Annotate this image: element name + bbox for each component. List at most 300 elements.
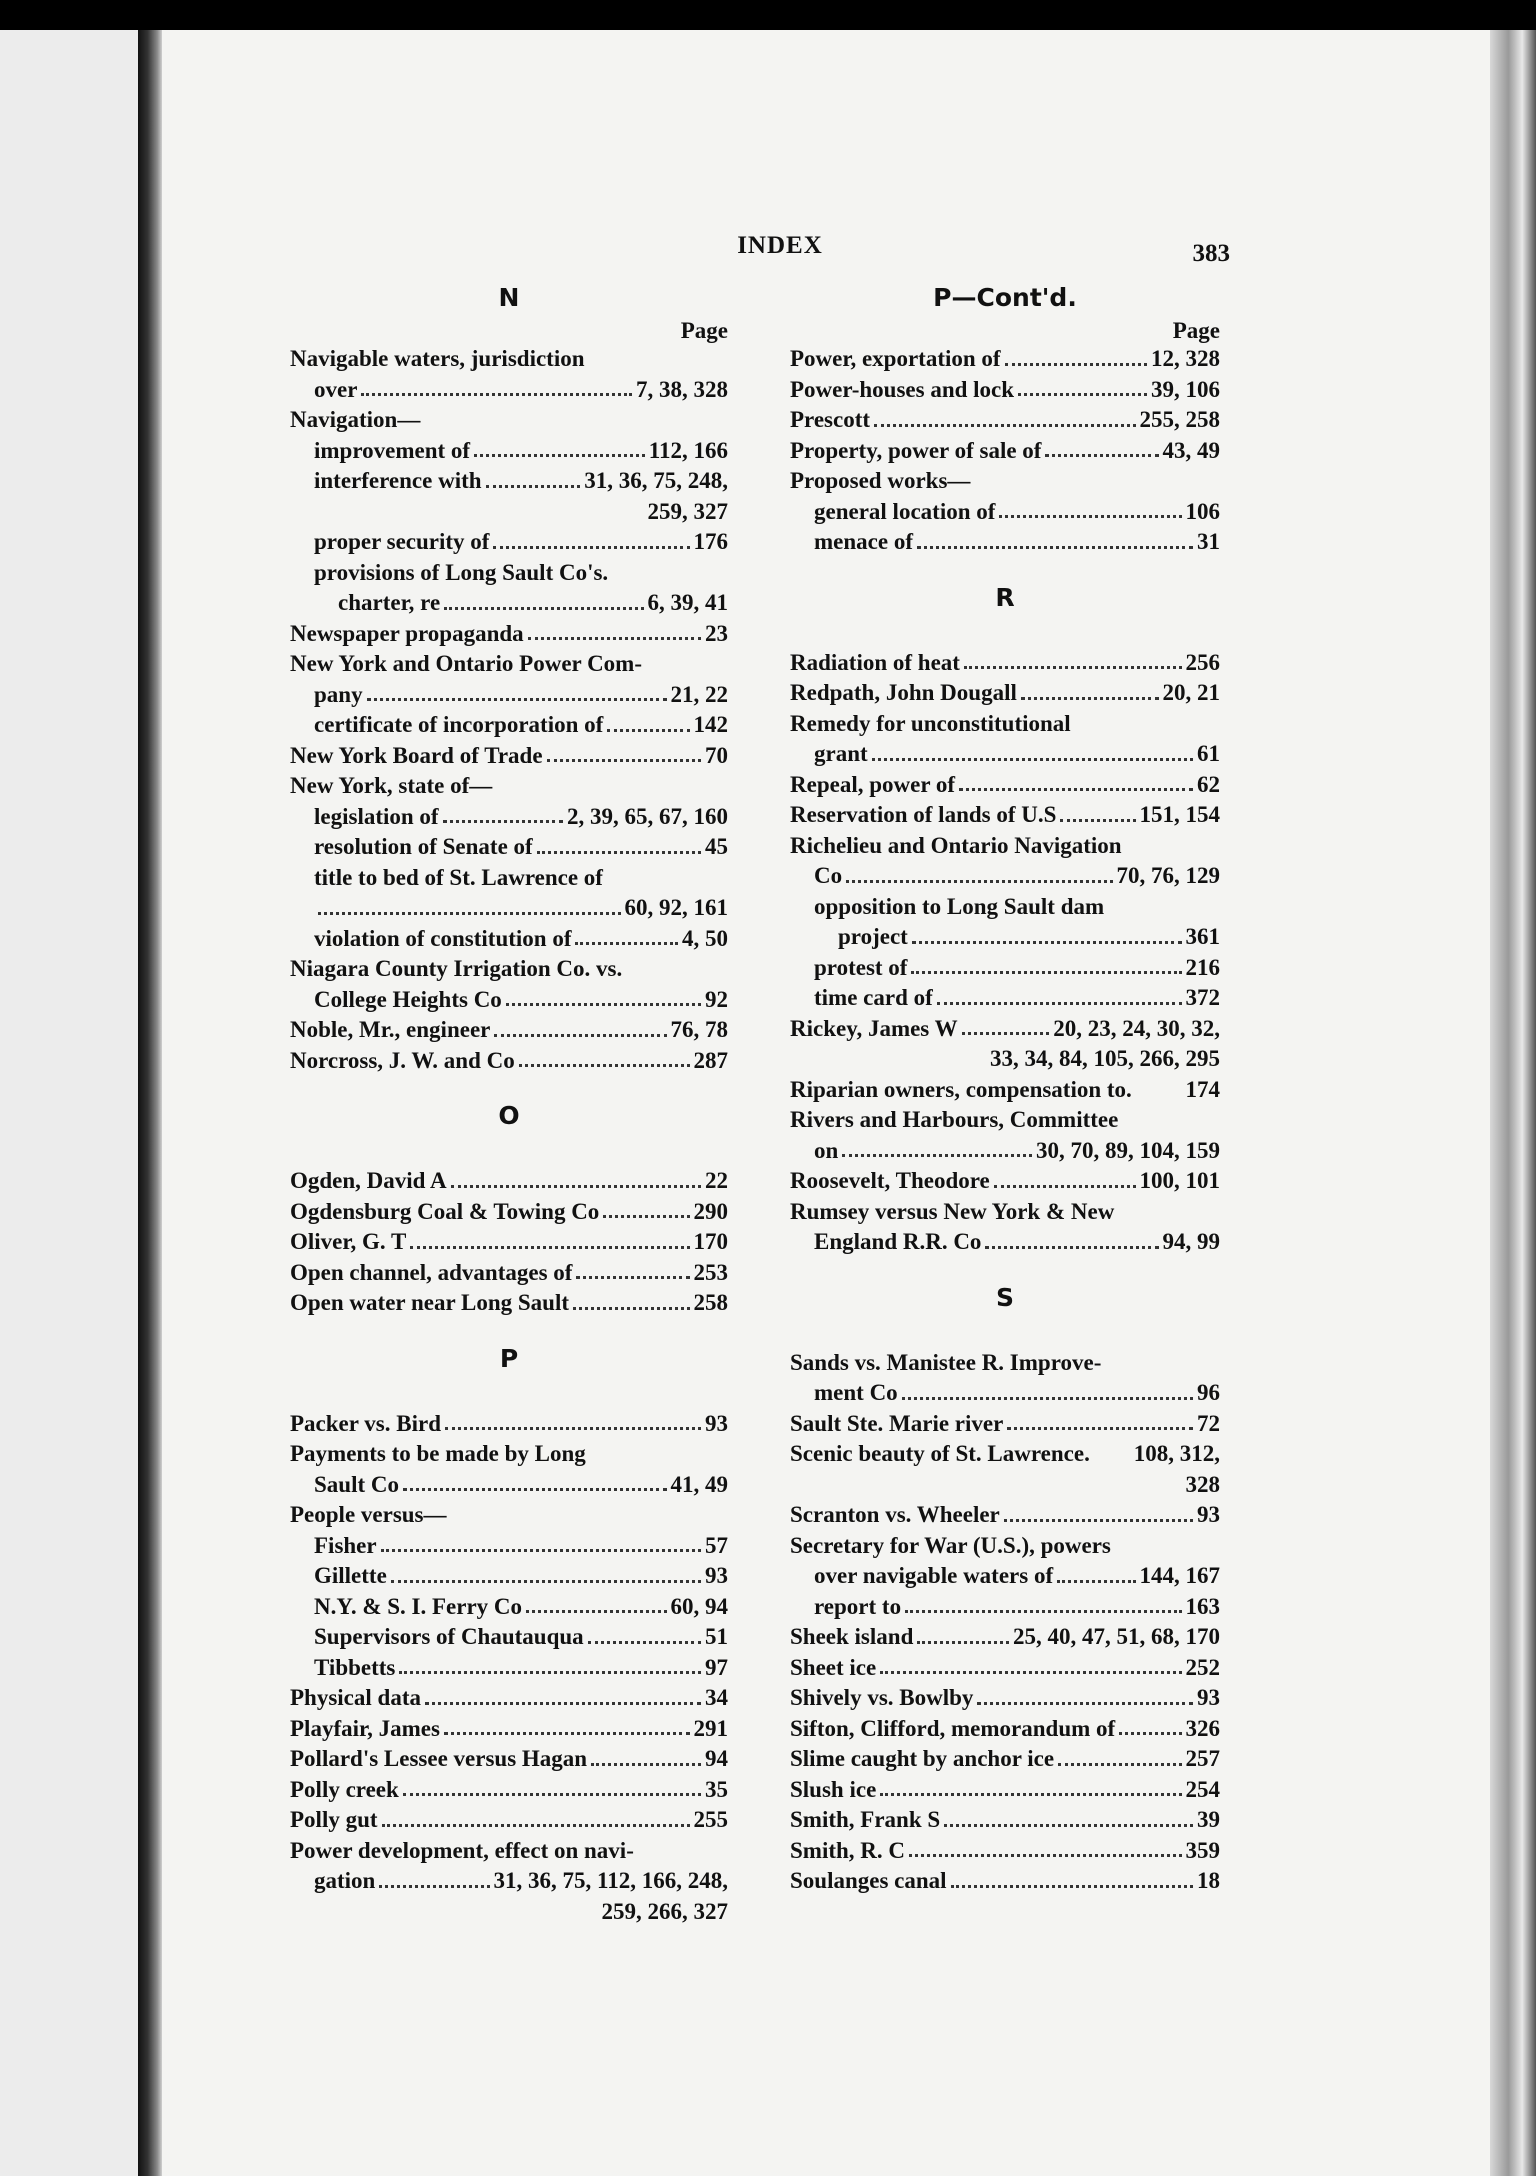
dot-leader bbox=[443, 802, 563, 824]
entry-heading: Power development, effect on navi- bbox=[290, 1837, 634, 1863]
entry-page-numbers: 6, 39, 41 bbox=[647, 590, 728, 615]
dot-leader bbox=[872, 739, 1193, 761]
entry-heading: legislation of bbox=[314, 803, 439, 829]
entry-heading: Radiation of heat bbox=[790, 649, 960, 675]
index-entry bbox=[790, 527, 1220, 558]
index-entry bbox=[290, 1561, 728, 1592]
index-entry bbox=[290, 1805, 728, 1836]
entry-page-numbers: 31 bbox=[1197, 529, 1220, 554]
index-entry bbox=[790, 1805, 1220, 1836]
dot-leader bbox=[1018, 375, 1147, 397]
entry-heading: proper security of bbox=[314, 529, 490, 554]
entry-page-numbers: 163 bbox=[1185, 1593, 1220, 1619]
index-entry bbox=[290, 1439, 728, 1470]
entry-heading: Proposed works— bbox=[790, 468, 971, 493]
index-entry bbox=[790, 1044, 1220, 1075]
facing-page bbox=[0, 30, 138, 2176]
entry-heading: project bbox=[838, 924, 908, 949]
entry-page-numbers: 106 bbox=[1185, 498, 1220, 524]
entry-heading: Rivers and Harbours, Committee bbox=[790, 1107, 1119, 1132]
index-entry bbox=[790, 405, 1220, 436]
entry-page-numbers: 170 bbox=[693, 1229, 728, 1254]
entry-page-numbers: 33, 34, 84, 105, 266, 295 bbox=[990, 1046, 1220, 1071]
entry-page-numbers: 31, 36, 75, 248, bbox=[584, 468, 728, 493]
entry-heading: Reservation of lands of U.S bbox=[790, 802, 1057, 827]
entry-heading: Sheet ice bbox=[790, 1654, 877, 1680]
entry-heading: Remedy for unconstitutional bbox=[790, 710, 1071, 736]
index-entry bbox=[290, 1288, 728, 1319]
entry-heading: title to bed of St. Lawrence of bbox=[314, 864, 603, 890]
entry-heading: Navigation— bbox=[290, 407, 421, 432]
entry-page-numbers: 176 bbox=[693, 529, 728, 554]
dot-leader bbox=[403, 1470, 667, 1492]
entry-spacer bbox=[1090, 1439, 1134, 1470]
entry-page-numbers: 287 bbox=[693, 1047, 728, 1073]
index-entry bbox=[790, 375, 1220, 406]
dot-leader bbox=[444, 588, 643, 610]
entry-heading: over navigable waters of bbox=[814, 1563, 1054, 1588]
entry-heading: report to bbox=[814, 1593, 902, 1619]
entry-heading: Prescott bbox=[790, 407, 871, 432]
entry-heading: charter, re bbox=[338, 590, 441, 615]
index-column-left bbox=[290, 278, 728, 1927]
entry-page-numbers: 39, 106 bbox=[1151, 376, 1220, 402]
entry-page-numbers: 20, 21 bbox=[1162, 680, 1220, 705]
entry-heading: Open channel, advantages of bbox=[290, 1259, 573, 1285]
entry-heading: Pollard's Lessee versus Hagan bbox=[290, 1746, 588, 1771]
index-entry bbox=[790, 1166, 1220, 1197]
index-entry bbox=[290, 1046, 728, 1077]
entry-heading: Shively vs. Bowlby bbox=[790, 1685, 974, 1710]
index-entry bbox=[790, 1409, 1220, 1440]
index-entry bbox=[290, 527, 728, 558]
entry-heading: provisions of Long Sault Co's. bbox=[314, 559, 609, 585]
entry-spacer bbox=[1132, 1075, 1186, 1106]
entry-page-numbers: 93 bbox=[705, 1563, 728, 1588]
index-entry bbox=[290, 588, 728, 619]
entry-page-numbers: 30, 70, 89, 104, 159 bbox=[1036, 1137, 1220, 1163]
index-entry bbox=[290, 1409, 728, 1440]
section-letter-p: P bbox=[499, 1343, 519, 1373]
dot-leader bbox=[902, 1378, 1193, 1400]
dot-leader bbox=[1004, 1500, 1193, 1522]
entry-heading: Co bbox=[814, 863, 843, 888]
section-letter-o: O bbox=[498, 1101, 520, 1130]
entry-page-numbers: 72 bbox=[1197, 1410, 1220, 1436]
page-column-label: Page bbox=[1172, 318, 1220, 343]
dot-leader bbox=[382, 1805, 690, 1827]
index-entry bbox=[290, 954, 728, 985]
entry-heading: Scenic beauty of St. Lawrence. bbox=[790, 1441, 1090, 1466]
dot-leader bbox=[962, 1014, 1050, 1036]
index-entry bbox=[290, 802, 728, 833]
entry-heading: Supervisors of Chautauqua bbox=[314, 1624, 584, 1649]
entry-heading: grant bbox=[814, 741, 868, 766]
entry-heading: pany bbox=[314, 681, 363, 707]
index-column-right bbox=[790, 278, 1220, 1897]
index-entry bbox=[290, 436, 728, 467]
dot-leader bbox=[880, 1775, 1181, 1797]
index-entry bbox=[790, 892, 1220, 923]
entry-page-numbers: 18 bbox=[1197, 1868, 1220, 1893]
entry-heading: Repeal, power of bbox=[790, 771, 956, 797]
section-letter-p-cont-d: P—Cont'd. bbox=[933, 283, 1077, 312]
entry-page-numbers: 290 bbox=[693, 1198, 728, 1224]
index-entry bbox=[790, 739, 1220, 770]
entry-page-numbers: 94, 99 bbox=[1162, 1229, 1220, 1254]
index-entry bbox=[790, 1622, 1220, 1653]
entry-page-numbers: 60, 92, 161 bbox=[624, 895, 728, 920]
entry-page-numbers: 96 bbox=[1197, 1380, 1220, 1405]
dot-leader bbox=[451, 1166, 701, 1188]
index-entry bbox=[790, 678, 1220, 709]
index-entry bbox=[290, 710, 728, 741]
entry-page-numbers: 258 bbox=[693, 1290, 728, 1315]
index-entry bbox=[790, 1227, 1220, 1258]
entry-heading: Niagara County Irrigation Co. vs. bbox=[290, 956, 623, 981]
entry-heading: Noble, Mr., engineer bbox=[290, 1017, 491, 1042]
entry-page-numbers: 35 bbox=[705, 1776, 728, 1802]
dot-leader bbox=[403, 1775, 701, 1797]
entry-page-numbers: 108, 312, bbox=[1133, 1441, 1220, 1466]
dot-leader bbox=[588, 1622, 701, 1644]
entry-page-numbers: 259, 327 bbox=[647, 498, 728, 524]
dot-leader bbox=[1060, 800, 1135, 822]
entry-page-numbers: 253 bbox=[693, 1259, 728, 1285]
dot-leader bbox=[399, 1653, 701, 1675]
entry-page-numbers: 93 bbox=[705, 1410, 728, 1436]
section-letter-s: S bbox=[995, 1282, 1014, 1312]
entry-heading: Oliver, G. T bbox=[290, 1229, 407, 1254]
dot-leader bbox=[576, 1258, 689, 1280]
entry-page-numbers: 57 bbox=[705, 1532, 728, 1558]
entry-heading: Open water near Long Sault bbox=[290, 1290, 570, 1315]
index-entry bbox=[790, 1775, 1220, 1806]
entry-heading: Tibbetts bbox=[314, 1654, 396, 1680]
book-gutter bbox=[138, 30, 162, 2176]
entry-heading: Polly creek bbox=[290, 1776, 399, 1802]
index-entry bbox=[790, 1866, 1220, 1897]
index-entry bbox=[290, 1166, 728, 1197]
index-entry bbox=[290, 985, 728, 1016]
index-entry bbox=[790, 831, 1220, 862]
entry-page-numbers: 41, 49 bbox=[670, 1471, 728, 1497]
entry-page-numbers: 255, 258 bbox=[1139, 407, 1220, 432]
entry-page-numbers: 25, 40, 47, 51, 68, 170 bbox=[1013, 1624, 1220, 1649]
entry-heading: Soulanges canal bbox=[790, 1868, 947, 1893]
entry-page-numbers: 259, 266, 327 bbox=[601, 1898, 728, 1924]
index-entry bbox=[790, 1683, 1220, 1714]
entry-page-numbers: 326 bbox=[1185, 1715, 1220, 1741]
entry-heading: Sheek island bbox=[790, 1624, 914, 1649]
entry-heading: Physical data bbox=[290, 1685, 421, 1710]
index-entry bbox=[290, 1683, 728, 1714]
index-entry bbox=[290, 680, 728, 711]
scan-border bbox=[0, 0, 1536, 30]
dot-leader bbox=[909, 1836, 1181, 1858]
entry-heading: violation of constitution of bbox=[314, 925, 572, 951]
entry-page-numbers: 372 bbox=[1185, 985, 1220, 1010]
entry-page-numbers: 70 bbox=[705, 742, 728, 768]
dot-leader bbox=[526, 1592, 666, 1614]
index-entry bbox=[290, 1470, 728, 1501]
entry-page-numbers: 22 bbox=[705, 1168, 728, 1193]
index-entry bbox=[290, 1592, 728, 1623]
entry-page-numbers: 31, 36, 75, 112, 166, 248, bbox=[493, 1868, 728, 1893]
entry-page-numbers: 254 bbox=[1185, 1776, 1220, 1802]
dot-leader bbox=[1007, 1409, 1193, 1431]
entry-heading: time card of bbox=[814, 985, 933, 1010]
section-letter-r: R bbox=[995, 582, 1015, 612]
dot-leader bbox=[547, 741, 701, 763]
index-entry bbox=[290, 1897, 728, 1928]
entry-heading: over bbox=[314, 376, 358, 402]
entry-page-numbers: 62 bbox=[1197, 771, 1220, 797]
dot-leader bbox=[519, 1046, 690, 1068]
index-entry bbox=[290, 1775, 728, 1806]
index-entry bbox=[790, 1592, 1220, 1623]
index-entry bbox=[290, 1866, 728, 1897]
entry-heading: New York, state of— bbox=[290, 773, 493, 798]
index-entry bbox=[790, 436, 1220, 467]
dot-leader bbox=[603, 1197, 689, 1219]
entry-page-numbers: 291 bbox=[693, 1715, 728, 1741]
entry-heading: Slush ice bbox=[790, 1776, 877, 1802]
index-entry bbox=[790, 861, 1220, 892]
entry-heading: England R.R. Co bbox=[814, 1229, 982, 1254]
index-entry bbox=[290, 558, 728, 589]
entry-page-numbers: 216 bbox=[1185, 954, 1220, 980]
entry-heading: Power, exportation of bbox=[790, 346, 1001, 371]
index-entry bbox=[790, 1439, 1220, 1470]
entry-heading: Sault Ste. Marie river bbox=[790, 1410, 1004, 1436]
entry-page-numbers: 45 bbox=[705, 834, 728, 859]
index-entry bbox=[790, 1136, 1220, 1167]
entry-heading: gation bbox=[314, 1868, 376, 1893]
entry-heading: Property, power of sale of bbox=[790, 437, 1042, 463]
entry-heading: opposition to Long Sault dam bbox=[814, 893, 1105, 919]
index-entry bbox=[290, 1653, 728, 1684]
dot-leader bbox=[493, 527, 689, 549]
dot-leader bbox=[391, 1561, 701, 1583]
dot-leader bbox=[917, 527, 1193, 549]
section-gap bbox=[790, 618, 1220, 648]
index-entry bbox=[790, 922, 1220, 953]
entry-heading: Gillette bbox=[314, 1563, 387, 1588]
running-head: INDEX bbox=[737, 232, 823, 259]
entry-heading: New York and Ontario Power Com- bbox=[290, 651, 642, 676]
entry-page-numbers: 142 bbox=[693, 712, 728, 737]
entry-heading: Norcross, J. W. and Co bbox=[290, 1047, 515, 1073]
entry-page-numbers: 256 bbox=[1185, 649, 1220, 675]
index-entry bbox=[790, 466, 1220, 497]
dot-leader bbox=[912, 922, 1182, 944]
entry-page-numbers: 34 bbox=[705, 1685, 728, 1710]
entry-heading: on bbox=[814, 1137, 839, 1163]
entry-heading: Roosevelt, Theodore bbox=[790, 1168, 990, 1193]
entry-page-numbers: 4, 50 bbox=[682, 925, 728, 951]
entry-page-numbers: 151, 154 bbox=[1139, 802, 1220, 827]
section-gap bbox=[290, 1136, 728, 1166]
entry-page-numbers: 93 bbox=[1197, 1502, 1220, 1527]
index-entry bbox=[290, 619, 728, 650]
entry-page-numbers: 255 bbox=[693, 1807, 728, 1832]
entry-page-numbers: 7, 38, 328 bbox=[636, 376, 728, 402]
entry-page-numbers: 23 bbox=[705, 620, 728, 646]
dot-leader bbox=[874, 405, 1135, 427]
index-entry bbox=[790, 1014, 1220, 1045]
dot-leader bbox=[951, 1866, 1193, 1888]
entry-heading: New York Board of Trade bbox=[290, 742, 543, 768]
section-gap bbox=[790, 1318, 1220, 1348]
entry-page-numbers: 94 bbox=[705, 1746, 728, 1771]
dot-leader bbox=[880, 1653, 1181, 1675]
entry-heading: Polly gut bbox=[290, 1807, 378, 1832]
entry-heading: certificate of incorporation of bbox=[314, 712, 604, 737]
index-entry bbox=[290, 375, 728, 406]
entry-heading: interference with bbox=[314, 468, 482, 493]
entry-heading: Secretary for War (U.S.), powers bbox=[790, 1532, 1111, 1558]
dot-leader bbox=[573, 1288, 689, 1310]
entry-heading: Slime caught by anchor ice bbox=[790, 1746, 1055, 1771]
entry-page-numbers: 76, 78 bbox=[670, 1017, 728, 1042]
entry-page-numbers: 43, 49 bbox=[1162, 437, 1220, 463]
index-entry bbox=[790, 344, 1220, 375]
dot-leader bbox=[1021, 678, 1159, 700]
dot-leader bbox=[1119, 1714, 1181, 1736]
entry-heading: Payments to be made by Long bbox=[290, 1441, 586, 1466]
entry-heading: improvement of bbox=[314, 437, 471, 463]
entry-heading: Rumsey versus New York & New bbox=[790, 1198, 1115, 1224]
index-entry bbox=[290, 405, 728, 436]
dot-leader bbox=[591, 1744, 701, 1766]
entry-page-numbers: 92 bbox=[705, 986, 728, 1012]
dot-leader bbox=[959, 770, 1193, 792]
entry-heading: People versus— bbox=[290, 1502, 447, 1527]
page-column-label: Page bbox=[680, 318, 728, 343]
entry-page-numbers: 328 bbox=[1185, 1471, 1220, 1497]
entry-heading: Riparian owners, compensation to. bbox=[790, 1076, 1132, 1102]
dot-leader bbox=[425, 1683, 701, 1705]
index-entry bbox=[290, 893, 728, 924]
index-entry bbox=[290, 1714, 728, 1745]
entry-page-numbers: 93 bbox=[1197, 1685, 1220, 1710]
entry-page-numbers: 359 bbox=[1185, 1837, 1220, 1863]
index-entry bbox=[790, 770, 1220, 801]
index-entry bbox=[290, 1258, 728, 1289]
entry-page-numbers: 100, 101 bbox=[1139, 1168, 1220, 1193]
entry-heading: Richelieu and Ontario Navigation bbox=[790, 832, 1122, 858]
entry-heading: Redpath, John Dougall bbox=[790, 680, 1017, 705]
entry-heading: N.Y. & S. I. Ferry Co bbox=[314, 1593, 523, 1619]
entry-page-numbers: 20, 23, 24, 30, 32, bbox=[1053, 1015, 1220, 1041]
index-entry bbox=[290, 466, 728, 497]
dot-leader bbox=[318, 893, 621, 915]
index-entry bbox=[290, 863, 728, 894]
index-entry bbox=[290, 1227, 728, 1258]
dot-leader bbox=[575, 924, 678, 946]
dot-leader bbox=[445, 1409, 701, 1431]
entry-page-numbers: 112, 166 bbox=[648, 437, 728, 463]
entry-heading: Smith, R. C bbox=[790, 1837, 906, 1863]
index-entry bbox=[790, 1653, 1220, 1684]
section-letter-n: N bbox=[498, 283, 520, 312]
dot-leader bbox=[977, 1683, 1193, 1705]
index-entry bbox=[790, 1744, 1220, 1775]
page-edge bbox=[1490, 30, 1536, 2176]
index-entry bbox=[790, 1531, 1220, 1562]
entry-heading: Packer vs. Bird bbox=[290, 1410, 441, 1436]
dot-leader bbox=[964, 648, 1182, 670]
index-entry bbox=[790, 1500, 1220, 1531]
dot-leader bbox=[911, 953, 1181, 975]
entry-page-numbers: 252 bbox=[1185, 1654, 1220, 1680]
index-entry bbox=[290, 771, 728, 802]
entry-page-numbers: 174 bbox=[1185, 1076, 1220, 1102]
dot-leader bbox=[607, 710, 689, 732]
dot-leader bbox=[494, 1015, 666, 1037]
dot-leader bbox=[1005, 344, 1147, 366]
entry-heading: Playfair, James bbox=[290, 1715, 440, 1741]
entry-heading: protest of bbox=[814, 954, 908, 980]
index-entry bbox=[290, 1015, 728, 1046]
entry-heading: Power-houses and lock bbox=[790, 376, 1015, 402]
index-entry bbox=[290, 924, 728, 955]
entry-heading: resolution of Senate of bbox=[314, 834, 533, 859]
index-entry bbox=[290, 649, 728, 680]
entry-heading: Rickey, James W bbox=[790, 1015, 958, 1041]
entry-page-numbers: 21, 22 bbox=[670, 681, 728, 707]
dot-leader bbox=[846, 861, 1112, 883]
index-entry bbox=[290, 1836, 728, 1867]
index-entry bbox=[290, 1744, 728, 1775]
index-entry bbox=[790, 800, 1220, 831]
dot-leader bbox=[985, 1227, 1158, 1249]
entry-page-numbers: 70, 76, 129 bbox=[1116, 863, 1220, 888]
entry-heading: Ogden, David A bbox=[290, 1168, 447, 1193]
dot-leader bbox=[1057, 1561, 1135, 1583]
entry-heading: Ogdensburg Coal & Towing Co bbox=[290, 1198, 600, 1224]
entry-heading: Navigable waters, jurisdiction bbox=[290, 346, 585, 371]
entry-heading: Fisher bbox=[314, 1532, 377, 1558]
dot-leader bbox=[381, 1531, 701, 1553]
entry-page-numbers: 257 bbox=[1185, 1746, 1220, 1771]
dot-leader bbox=[905, 1592, 1181, 1614]
index-entry bbox=[790, 497, 1220, 528]
page-number: 383 bbox=[1192, 240, 1230, 267]
index-entry bbox=[790, 648, 1220, 679]
entry-heading: College Heights Co bbox=[314, 986, 502, 1012]
index-entry bbox=[790, 1378, 1220, 1409]
index-entry bbox=[290, 741, 728, 772]
dot-leader bbox=[528, 619, 701, 641]
dot-leader bbox=[444, 1714, 690, 1736]
index-entry bbox=[290, 344, 728, 375]
entry-page-numbers: 361 bbox=[1185, 924, 1220, 949]
entry-heading: menace of bbox=[814, 529, 913, 554]
dot-leader bbox=[486, 466, 581, 488]
entry-page-numbers: 97 bbox=[705, 1654, 728, 1680]
index-entry bbox=[790, 1348, 1220, 1379]
index-entry bbox=[790, 1561, 1220, 1592]
dot-leader bbox=[1058, 1744, 1181, 1766]
dot-leader bbox=[1045, 436, 1158, 458]
entry-page-numbers: 61 bbox=[1197, 741, 1220, 766]
dot-leader bbox=[367, 680, 667, 702]
dot-leader bbox=[917, 1622, 1009, 1644]
dot-leader bbox=[361, 375, 632, 397]
dot-leader bbox=[410, 1227, 689, 1249]
